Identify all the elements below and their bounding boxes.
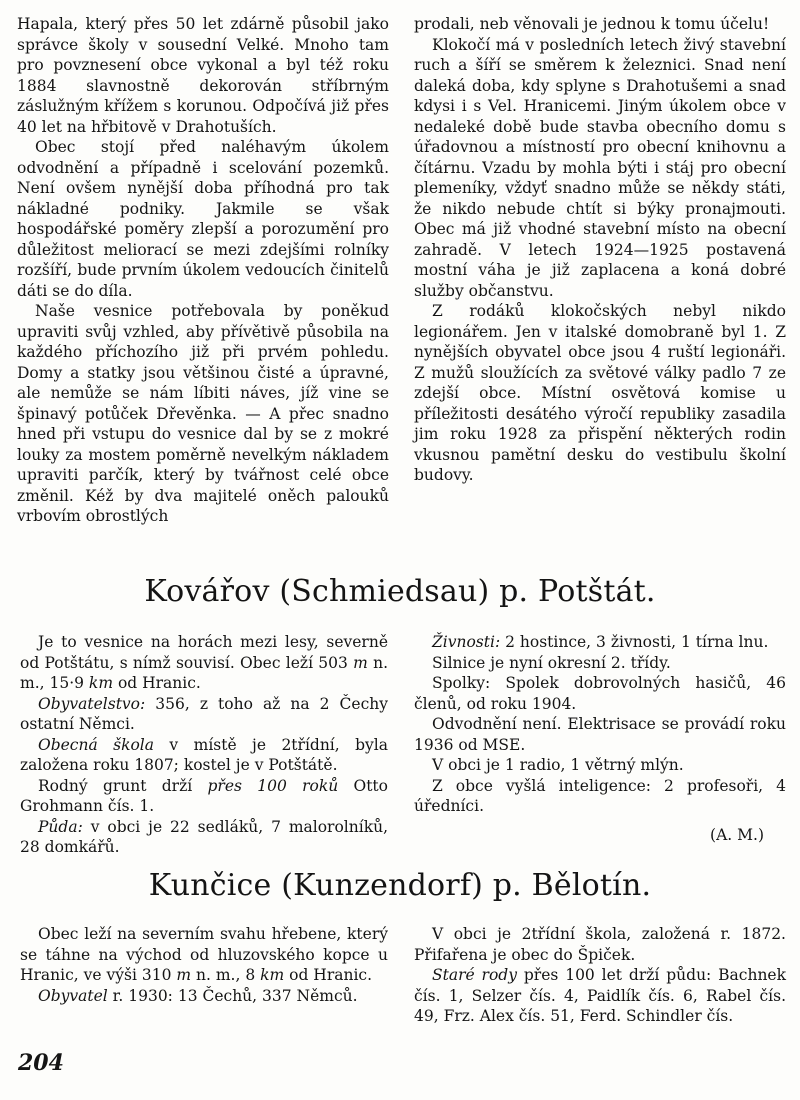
paragraph [20, 694, 388, 735]
paragraph: Silnice je nyní okresní 2. třídy. [432, 653, 671, 672]
paragraph [20, 632, 388, 694]
left-column [17, 14, 389, 527]
field-label: Půda: [38, 817, 83, 836]
page-number: 204 [18, 1050, 64, 1076]
right-column [414, 632, 786, 858]
text-run: Obec leží na severním svahu hřebene, který se táhne na východ od hluzovského kopce u Hranic, ve výši 310 [20, 925, 388, 984]
text-run: n. m., 8 [191, 966, 261, 984]
unit: km [260, 966, 285, 984]
text-run: v místě je 2třídní, byla založena roku 1807; kostel je v Potštátě. [20, 735, 388, 774]
paragraph: prodali, neb věnovali je jednou k tomu účelu! [414, 15, 770, 33]
paragraph: Z obce vyšlá inteligence: 2 profesoři, 4 úředníci. [414, 776, 786, 815]
text-run: 2 hostince, 3 živnosti, 1 tírna lnu. [500, 633, 769, 651]
text-run: 356, z toho až na 2 Čechy ostatní Němci. [20, 694, 388, 733]
text-run: Otto Grohmann čís. 1. [20, 776, 388, 815]
unit: m [353, 653, 368, 672]
paragraph [20, 776, 388, 817]
paragraph [20, 986, 388, 1007]
paragraph: Klokočí má v posledních letech živý stavební ruch a šíří se směrem k železnici. Snad není daleká doba, kdy splyne s Drahotušemi a snad kdysi i s Vel. Hranicemi. Jiným úkolem obce v nedaleké době bude stavba obecního domu s úřadovnou a místností pro obecní knihovnu a čítárnu. Vzadu by mohla býti i stáj pro obecní plemeníky, vždyť snadno může se někdy státi, že nikdo nebude chtít si býky pronajmouti. Obec má již vhodné stavební místo na obecní zahradě. V letech 1924—1925 postavená mostní váha je již zaplacena a koná dobré služby občanstvu. [414, 35, 786, 300]
paragraph: Z rodáků klokočských nebyl nikdo legionářem. Jen v italské domobraně byl 1. Z nynějších obyvatel obce jsou 4 ruští legionáři. Z mužů sloužících za světové války padlo 7 ze zdejší obce. Místní osvětová komise u příležitosti desátého výročí republiky zasadila jim roku 1928 za přispění některých rodin vkusnou pamětní desku do vestibulu školní budovy. [414, 302, 786, 484]
field-label: Obyvatel [38, 986, 108, 1005]
continued-text-columns [0, 14, 800, 527]
unit: km [88, 674, 114, 692]
author-signature: (A. M.) [710, 825, 764, 844]
text-run: Rodný grunt drží [38, 776, 208, 795]
kovarov-columns [0, 632, 800, 858]
kuncice-columns [0, 924, 800, 1027]
text-run: r. 1930: 13 Čechů, 337 Němců. [107, 986, 358, 1005]
section-heading-kuncice: Kunčice (Kunzendorf) p. Bělotín. [148, 868, 652, 903]
paragraph [414, 632, 786, 653]
emphasis: přes 100 roků [207, 776, 339, 795]
paragraph [20, 924, 388, 986]
section-heading-kovarov: Kovářov (Schmiedsau) p. Potštát. [144, 574, 656, 609]
paragraph: V obci je 1 radio, 1 větrný mlýn. [432, 756, 684, 774]
field-label: Obecná škola [38, 735, 155, 754]
paragraph [20, 735, 388, 776]
paragraph [414, 965, 786, 1027]
left-column [20, 632, 388, 858]
field-label: Živnosti: [432, 633, 501, 651]
left-column [20, 924, 388, 1027]
paragraph: Odvodnění není. Elektrisace se provádí roku 1936 od MSE. [414, 715, 786, 754]
text-run: Je to vesnice na horách mezi lesy, severně od Potštátu, s nímž souvisí. Obec leží 503 [20, 633, 388, 672]
unit: m [176, 966, 192, 984]
text-run: přes 100 let drží půdu: Bachnek čís. 1, Selzer čís. 4, Paidlík čís. 6, Rabel čís. 49, Frz. Alex čís. 51, Ferd. Schindler čís. [414, 966, 786, 1025]
text-run: n. m., 15·9 [20, 653, 388, 692]
right-column [414, 924, 786, 1027]
paragraph [20, 817, 388, 858]
paragraph: Naše vesnice potřebovala by poněkud upraviti svůj vzhled, aby přívětivě působila na každého příchozího již při prvém pohledu. Domy a statky jsou většinou čisté a úpravné, ale nemůže se nám líbiti náves, jíž vine se špinavý potůček Dřevěnka. — A přec snadno hned při vstupu do vesnice dal by se z mokré louky za mostem poměrně nevelkým nákladem upraviti parčík, který by tvářnost celé obce změnil. Kéž by dva majitelé oněch palouků vrbovím obrostlých [17, 302, 389, 525]
paragraph: Hapala, který přes 50 let zdárně působil jako správce školy v sousední Velké. Mnoho tam pro povznesení obce vykonal a byl též roku 1884 slavnostně dekorován stříbrným záslužným křížem s korunou. Odpočívá již přes 40 let na hřbitově v Drahotuších. [17, 15, 389, 136]
field-label: Staré rody [432, 966, 517, 984]
text-run: od Hranic. [113, 674, 201, 692]
paragraph: Obec stojí před naléhavým úkolem odvodnění a případně i scelování pozemků. Není ovšem nynější doba příhodná pro tak nákladné podniky. Jakmile se však hospodářské poměry zlepší a porozumění pro důležitost meliorací se mezi zdejšími rolníky rozšíří, bude prvním úkolem vedoucích činitelů dáti se do díla. [17, 138, 389, 300]
text-run: v obci je 22 sedláků, 7 malorolníků, 28 domkářů. [20, 817, 388, 856]
right-column [414, 14, 786, 527]
field-label: Obyvatelstvo: [38, 694, 146, 713]
paragraph: V obci je 2třídní škola, založená r. 1872. Přifařena je obec do Špiček. [414, 925, 786, 964]
text-run: od Hranic. [284, 966, 373, 984]
paragraph: Spolky: Spolek dobrovolných hasičů, 46 členů, od roku 1904. [414, 674, 786, 713]
